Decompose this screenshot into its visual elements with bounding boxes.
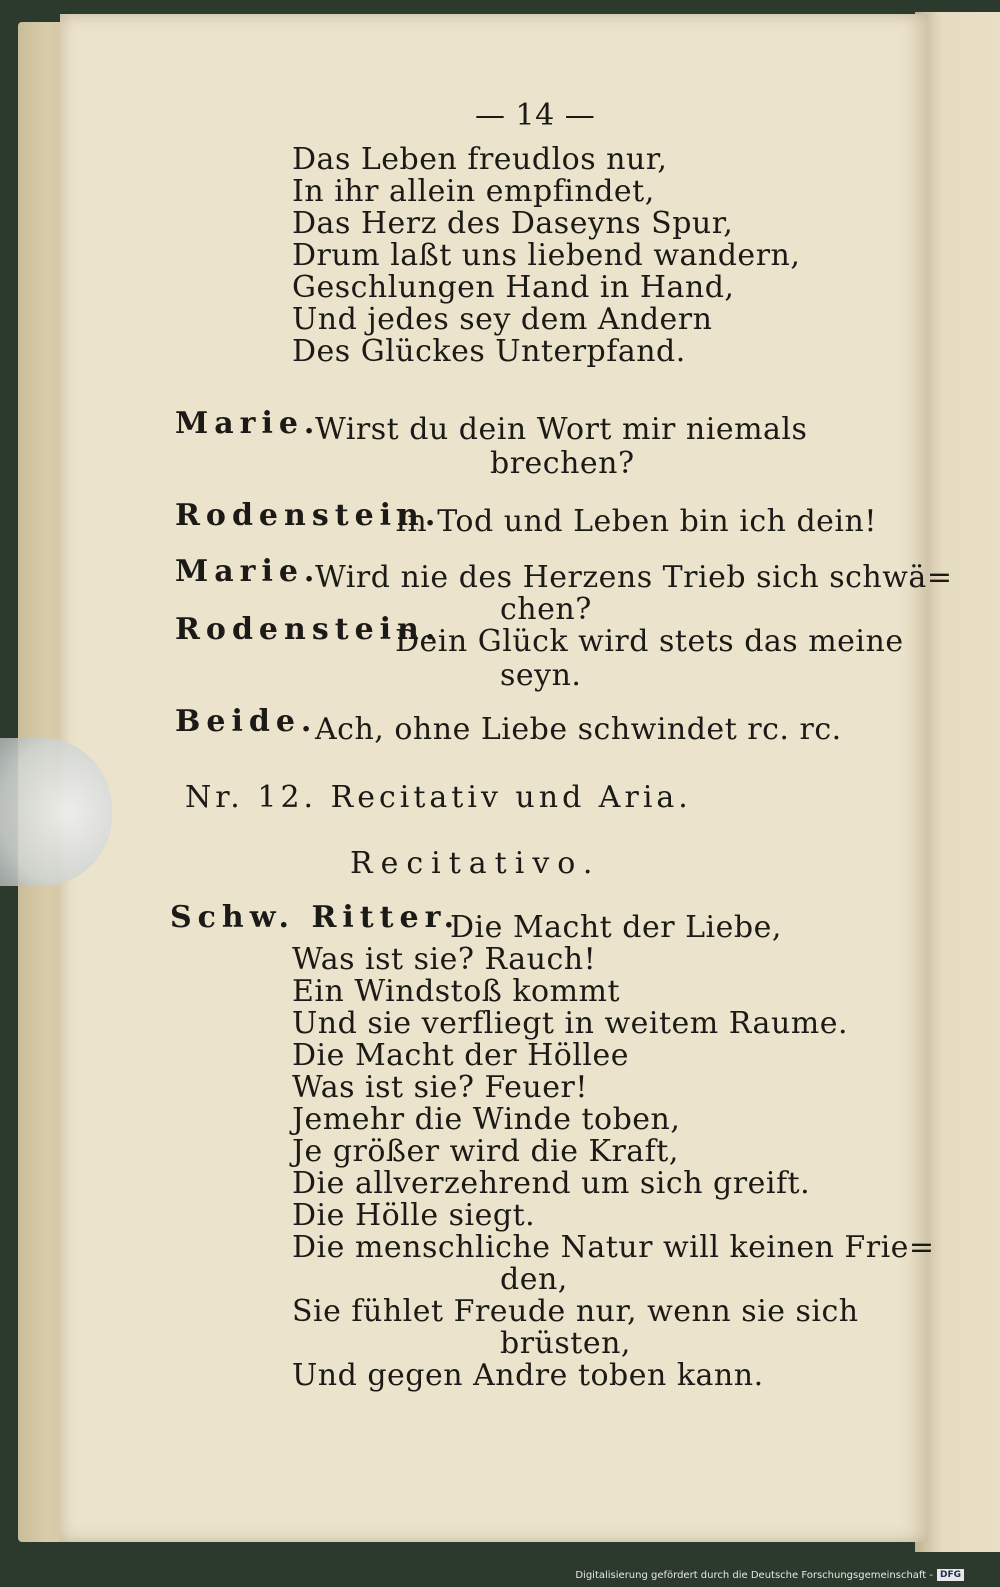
verse-line: Das Herz des Daseyns Spur,	[292, 206, 734, 241]
dialogue-line: In Tod und Leben bin ich dein!	[395, 504, 877, 539]
dfg-logo: DFG	[937, 1569, 964, 1581]
recitativo-line: Und sie verfliegt in weitem Raume.	[292, 1006, 849, 1041]
verse-line: Des Glückes Unterpfand.	[292, 334, 686, 369]
recitativo-line: Sie fühlet Freude nur, wenn sie sich	[292, 1294, 859, 1329]
dialogue-line: Wird nie des Herzens Trieb sich schwä=	[315, 560, 953, 595]
recitativo-line: Die Macht der Höllee	[292, 1038, 630, 1073]
speaker-name: Marie.	[175, 406, 321, 441]
number-heading: Nr. 12. Recitativ und Aria.	[185, 780, 692, 815]
book-page	[60, 14, 953, 1542]
speaker-name: Schw. Ritter.	[170, 900, 461, 935]
verse-line: In ihr allein empfindet,	[292, 174, 655, 209]
verse-line: Das Leben freudlos nur,	[292, 142, 668, 177]
recitativo-line: Die Macht der Liebe,	[450, 910, 782, 945]
recitativo-line: Jemehr die Winde toben,	[292, 1102, 681, 1137]
verse-line: Geschlungen Hand in Hand,	[292, 270, 735, 305]
recitativo-line: Und gegen Andre toben kann.	[292, 1358, 764, 1393]
verse-line: Drum laßt uns liebend wandern,	[292, 238, 801, 273]
speaker-name: Marie.	[175, 554, 321, 589]
recitativo-continuation: brüsten,	[500, 1326, 631, 1361]
dialogue-line: Ach, ohne Liebe schwindet rc. rc.	[315, 712, 842, 747]
recitativo-line: Je größer wird die Kraft,	[292, 1134, 679, 1169]
verse-line: Und jedes sey dem Andern	[292, 302, 713, 337]
dialogue-line: Wirst du dein Wort mir niemals	[315, 412, 808, 447]
recitativo-line: Ein Windstoß kommt	[292, 974, 621, 1009]
speaker-name: Beide.	[175, 704, 318, 739]
footer-text: Digitalisierung gefördert durch die Deutsche Forschungsgemeinschaft -	[575, 1569, 933, 1581]
recitativo-line: Was ist sie? Rauch!	[292, 942, 597, 977]
dialogue-continuation: chen?	[500, 592, 592, 627]
section-heading: Recitativo.	[350, 846, 601, 881]
recitativo-continuation: den,	[500, 1262, 568, 1297]
speaker-name: Rodenstein.	[175, 612, 442, 647]
dialogue-continuation: brechen?	[490, 446, 635, 481]
recitativo-line: Die Hölle siegt.	[292, 1198, 536, 1233]
speaker-name: Rodenstein.	[175, 498, 442, 533]
recitativo-line: Die allverzehrend um sich greift.	[292, 1166, 811, 1201]
footer-credit	[575, 1569, 964, 1581]
dialogue-line: Dein Glück wird stets das meine	[395, 624, 904, 659]
dialogue-continuation: seyn.	[500, 658, 582, 693]
recitativo-line: Was ist sie? Feuer!	[292, 1070, 588, 1105]
page-number: — 14 —	[475, 98, 596, 133]
recitativo-line: Die menschliche Natur will keinen Frie=	[292, 1230, 935, 1265]
